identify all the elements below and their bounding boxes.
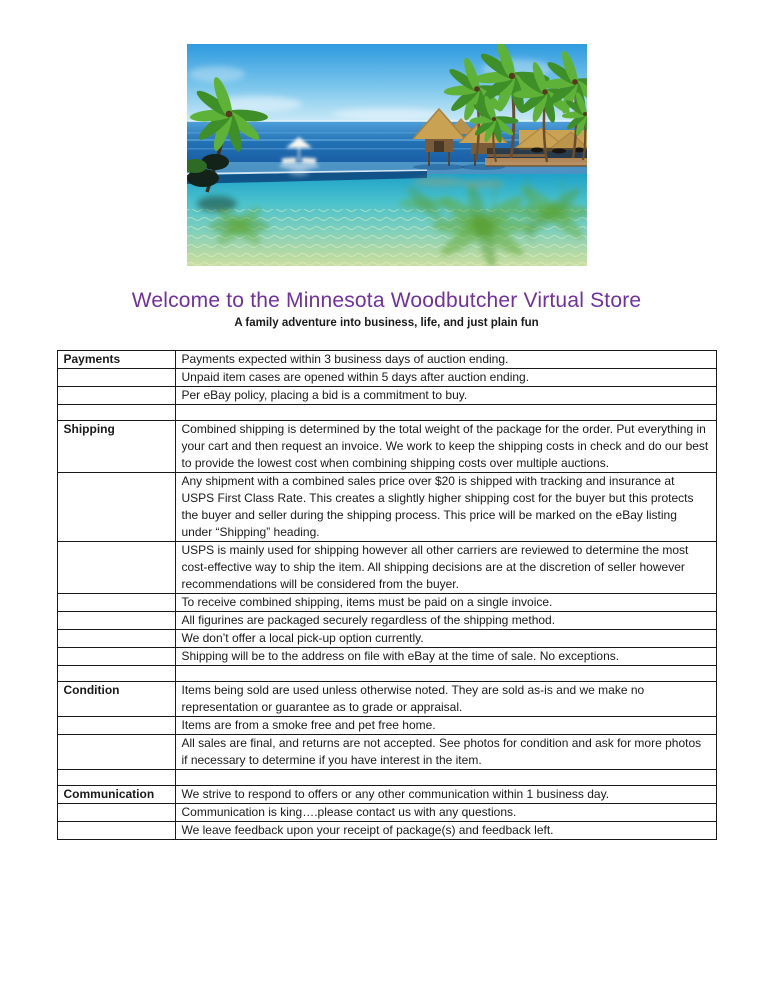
policy-table	[57, 350, 717, 840]
policy-text-cell: Per eBay policy, placing a bid is a commitment to buy.	[175, 387, 716, 405]
section-label-cell	[57, 648, 175, 666]
section-label-cell	[57, 405, 175, 421]
table-row	[57, 717, 716, 735]
section-label-cell	[57, 804, 175, 822]
policy-text-cell	[175, 770, 716, 786]
policy-text-cell: All figurines are packaged securely regardless of the shipping method.	[175, 612, 716, 630]
table-row	[57, 387, 716, 405]
tropical-resort-illustration	[187, 44, 587, 266]
table-row	[57, 630, 716, 648]
table-row	[57, 682, 716, 717]
section-label-cell: Payments	[57, 351, 175, 369]
policy-text-cell: Combined shipping is determined by the total weight of the package for the order. Put everything in your cart and then request an invoice. We work to keep the shipping costs in check and do our best to provide the lowest cost when combining shipping costs over multiple auctions.	[175, 421, 716, 473]
section-label-cell	[57, 666, 175, 682]
policy-text-cell: Payments expected within 3 business days of auction ending.	[175, 351, 716, 369]
table-row	[57, 351, 716, 369]
policy-text-cell: Items are from a smoke free and pet free home.	[175, 717, 716, 735]
table-row	[57, 612, 716, 630]
policy-text-cell: Communication is king….please contact us with any questions.	[175, 804, 716, 822]
section-label-cell	[57, 630, 175, 648]
section-label-cell	[57, 594, 175, 612]
policy-text-cell: We don’t offer a local pick-up option currently.	[175, 630, 716, 648]
section-label-cell	[57, 387, 175, 405]
policy-text-cell: Shipping will be to the address on file with eBay at the time of sale. No exceptions.	[175, 648, 716, 666]
section-label-cell	[57, 822, 175, 840]
table-row	[57, 473, 716, 542]
table-row	[57, 666, 716, 682]
policy-text-cell: All sales are final, and returns are not accepted. See photos for condition and ask for more photos if necessary to determine if you have interest in the item.	[175, 735, 716, 770]
section-label-cell	[57, 770, 175, 786]
policy-text-cell: Unpaid item cases are opened within 5 days after auction ending.	[175, 369, 716, 387]
table-row	[57, 421, 716, 473]
table-row	[57, 594, 716, 612]
table-row	[57, 804, 716, 822]
table-row	[57, 822, 716, 840]
table-row	[57, 405, 716, 421]
policy-text-cell: We leave feedback upon your receipt of package(s) and feedback left.	[175, 822, 716, 840]
policy-text-cell: We strive to respond to offers or any other communication within 1 business day.	[175, 786, 716, 804]
section-label-cell: Shipping	[57, 421, 175, 473]
policy-text-cell: USPS is mainly used for shipping however all other carriers are reviewed to determine the most cost-effective way to ship the item. All shipping decisions are at the discretion of seller however recommendations will be considered from the buyer.	[175, 542, 716, 594]
table-row	[57, 542, 716, 594]
page-title: Welcome to the Minnesota Woodbutcher Virtual Store	[131, 289, 642, 312]
section-label-cell: Condition	[57, 682, 175, 717]
table-row	[57, 735, 716, 770]
policy-text-cell: Items being sold are used unless otherwise noted. They are sold as-is and we make no representation or guarantee as to grade or appraisal.	[175, 682, 716, 717]
section-label-cell	[57, 612, 175, 630]
hero-photo	[187, 44, 587, 266]
table-row	[57, 648, 716, 666]
policy-text-cell	[175, 405, 716, 421]
section-label-cell	[57, 735, 175, 770]
table-row	[57, 786, 716, 804]
section-label-cell	[57, 717, 175, 735]
policy-text-cell	[175, 666, 716, 682]
table-row	[57, 369, 716, 387]
section-label-cell	[57, 542, 175, 594]
table-row	[57, 770, 716, 786]
policy-text-cell: Any shipment with a combined sales price over $20 is shipped with tracking and insurance at USPS First Class Rate. This creates a slightly higher shipping cost for the buyer but this protects the buyer and seller during the shipping process. This price will be marked on the eBay listing under “Shipping” heading.	[175, 473, 716, 542]
policy-table-body	[57, 351, 716, 840]
page-subtitle: A family adventure into business, life, and just plain fun	[234, 317, 539, 329]
section-label-cell	[57, 369, 175, 387]
section-label-cell	[57, 473, 175, 542]
section-label-cell: Communication	[57, 786, 175, 804]
policy-text-cell: To receive combined shipping, items must be paid on a single invoice.	[175, 594, 716, 612]
